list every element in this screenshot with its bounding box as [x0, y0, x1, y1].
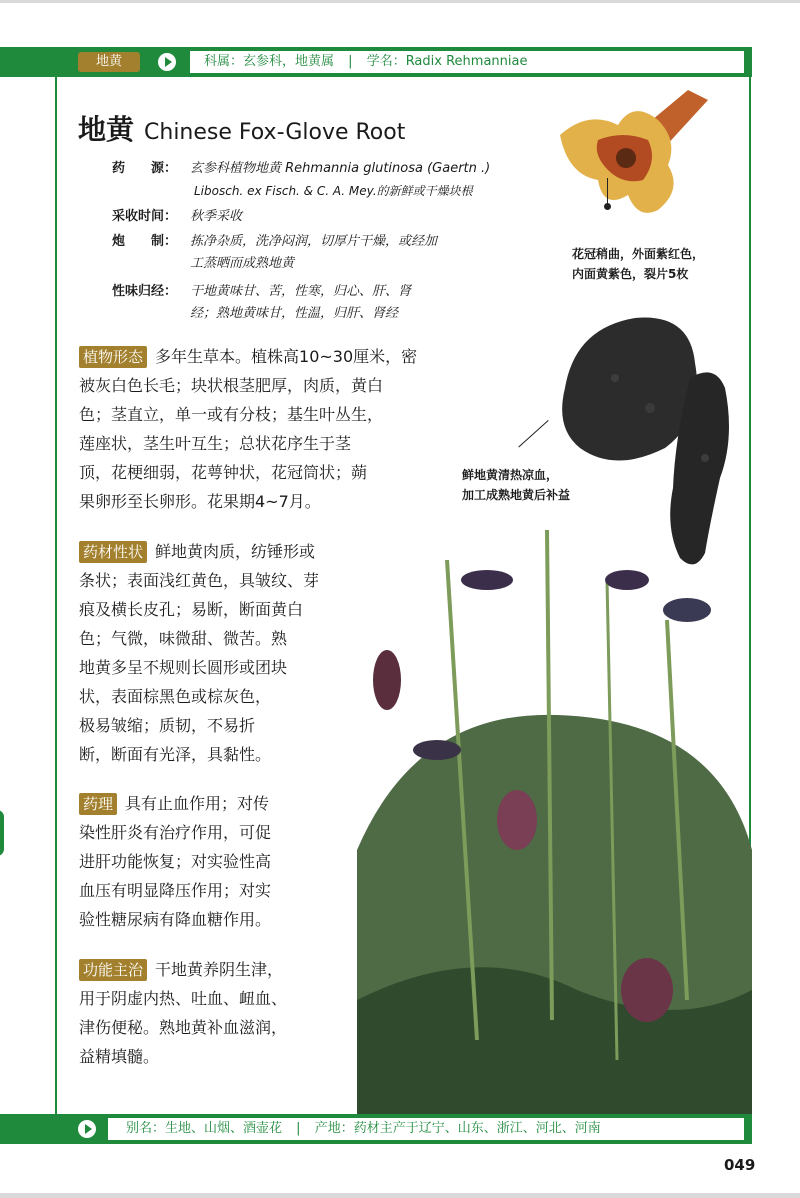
root-caption: 鲜地黄清热凉血， 加工成熟地黄后补益: [462, 468, 571, 502]
label-pharmacology: 药理: [79, 793, 117, 815]
header-band: [0, 47, 752, 77]
label-morphology: 植物形态: [79, 346, 147, 368]
play-icon: [158, 53, 176, 71]
header-info-box: [190, 51, 744, 73]
info-harvest: 采收时间： 秋季采收: [112, 209, 243, 224]
page-title: [78, 108, 405, 148]
flower-caption: 花冠稍曲，外面紫红色， 内面黄紫色，裂片5枚: [572, 247, 705, 281]
section-morphology: 植物形态 多年生草本。植株高10~30厘米，密 被灰白色长毛；块状根茎肥厚，肉质，黄白 色；茎直立，单一或有分枝；基生叶丛生， 莲座状，茎生叶互生；总状花序生于茎 顶，花梗细弱，花萼钟状，花冠筒状；蒴 果卵形至长卵形。花果期4~7月。: [79, 347, 418, 511]
bottom-rule: [0, 1193, 800, 1198]
section-pharmacology: 药理 具有止血作用；对传 染性肝炎有治疗作用，可促 进肝功能恢复；对实验性高 血压有明显降压作用；对实 验性糖尿病有降血糖作用。: [79, 794, 272, 929]
info-processing: 炮 制： 拣净杂质，洗净闷润，切厚片干燥，或经加 工蒸晒而成熟地黄: [112, 234, 438, 271]
plant-photo: [357, 520, 752, 1114]
label-herb-properties: 药材性状: [79, 541, 147, 563]
title-english: Chinese Fox-Glove Root: [144, 120, 406, 145]
separator: |: [348, 54, 353, 69]
flower-pointer-dot: [604, 203, 611, 210]
footer-band: [0, 1114, 752, 1144]
root-pointer-line: [518, 420, 548, 448]
title-chinese: 地黄: [78, 113, 135, 146]
info-source: 药 源： 玄参科植物地黄 Rehmannia glutinosa (Gaertn .) Libosch. ex Fisch. & C. A. Mey.的新鲜或干燥块根: [112, 161, 491, 198]
label-function: 功能主治: [79, 959, 147, 981]
flower-illustration: [558, 80, 718, 220]
section-function: 功能主治 干地黄养阴生津， 用于阴虚内热、吐血、衄血、 津伤便秘。熟地黄补血滋润， 益精填髓。: [79, 960, 288, 1066]
family-label: 科属：玄参科，地黄属: [204, 54, 335, 69]
alias-label: 别名：生地、山烟、酒壶花: [126, 1121, 283, 1136]
scientific-name-label: 学名：Radix Rehmanniae: [366, 54, 528, 69]
edge-tab-marker: [0, 810, 4, 856]
page-number: 049: [724, 1156, 756, 1174]
play-icon: [78, 1120, 96, 1138]
frame-left-border: [55, 77, 57, 1114]
section-herb-properties: 药材性状 鲜地黄肉质，纺锤形或 条状；表面浅红黄色，具皱纹、芽 痕及横长皮孔；易断，断面黄白 色；气微，味微甜、微苦。熟 地黄多呈不规则长圆形或团块 状，表面棕黑色或棕灰色， 极易皱缩；质韧，不易折 断，断面有光泽，具黏性。: [79, 542, 320, 764]
footer-info-box: [108, 1118, 744, 1140]
separator: |: [296, 1121, 301, 1136]
info-nature: 性味归经： 干地黄味甘、苦，性寒，归心、肝、肾 经；熟地黄味甘，性温，归肝、肾经: [112, 284, 412, 321]
herb-tag: 地黄: [78, 52, 140, 72]
origin-label: 产地：药材主产于辽宁、山东、浙江、河北、河南: [314, 1121, 601, 1136]
top-rule: [0, 0, 800, 3]
